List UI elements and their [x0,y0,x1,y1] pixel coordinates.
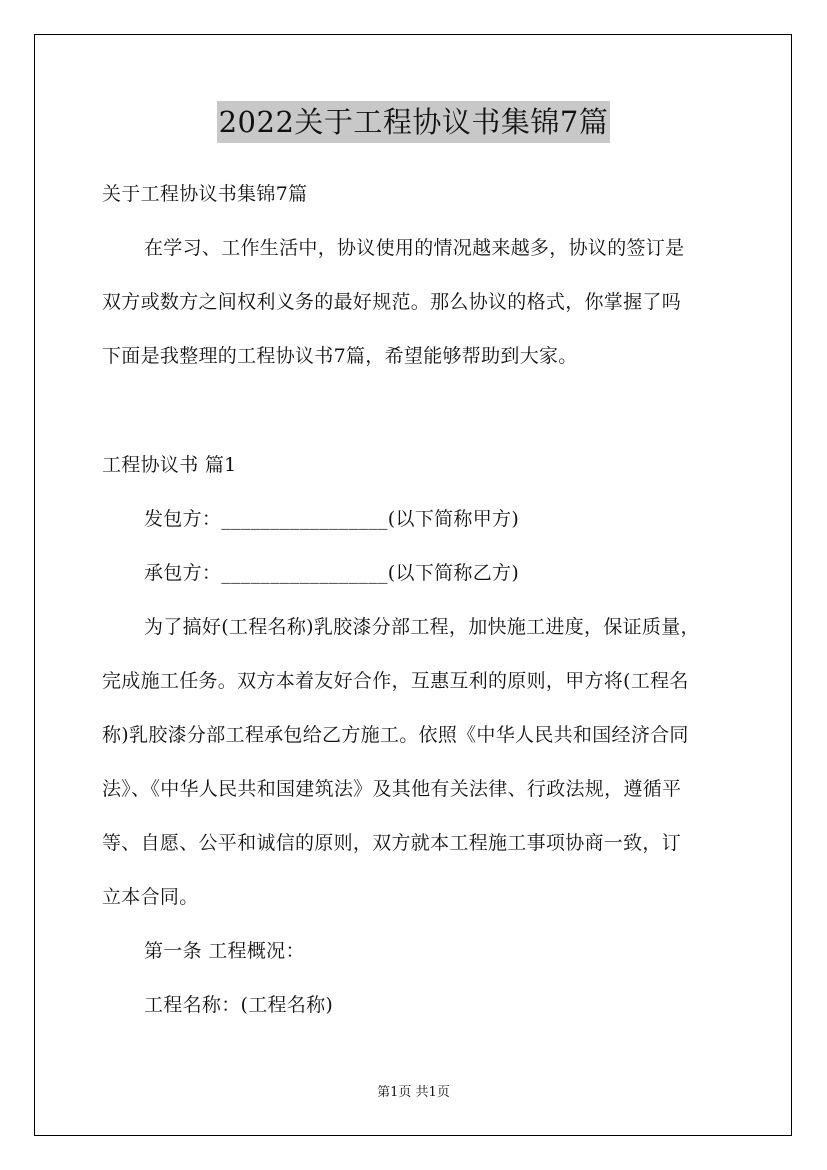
project-name-line: 工程名称：(工程名称) [144,994,334,1016]
article-one-heading: 第一条 工程概况： [144,940,305,962]
body-line-2: 完成施工任务。双方本着友好合作，互惠互利的原则，甲方将(工程名 [102,670,689,692]
intro-line-2: 双方或数方之间权利义务的最好规范。那么协议的格式，你掌握了吗 [102,291,682,313]
body-line-3: 称)乳胶漆分部工程承包给乙方施工。依照《中华人民共和国经济合同 [102,724,689,746]
body-line-4: 法》、《中华人民共和国建筑法》及其他有关法律、行政法规，遵循平 [102,778,682,800]
intro-line-3: 下面是我整理的工程协议书7篇，希望能够帮助到大家。 [102,345,578,367]
party-a-line: 发包方：_________________(以下简称甲方) [144,508,520,530]
document-title: 2022关于工程协议书集锦7篇 [217,101,611,143]
title-container [0,101,827,143]
section-heading: 工程协议书 篇1 [102,454,237,476]
party-b-line: 承包方：_________________(以下简称乙方) [144,562,520,584]
subtitle-line: 关于工程协议书集锦7篇 [102,183,308,205]
intro-line-1: 在学习、工作生活中，协议使用的情况越来越多，协议的签订是 [144,237,685,259]
body-line-1: 为了搞好(工程名称)乳胶漆分部工程，加快施工进度，保证质量， [144,616,700,638]
body-line-6: 立本合同。 [102,886,199,908]
page-footer: 第1页 共1页 [377,1085,450,1100]
body-line-5: 等、自愿、公平和诚信的原则，双方就本工程施工事项协商一致，订 [102,832,682,854]
